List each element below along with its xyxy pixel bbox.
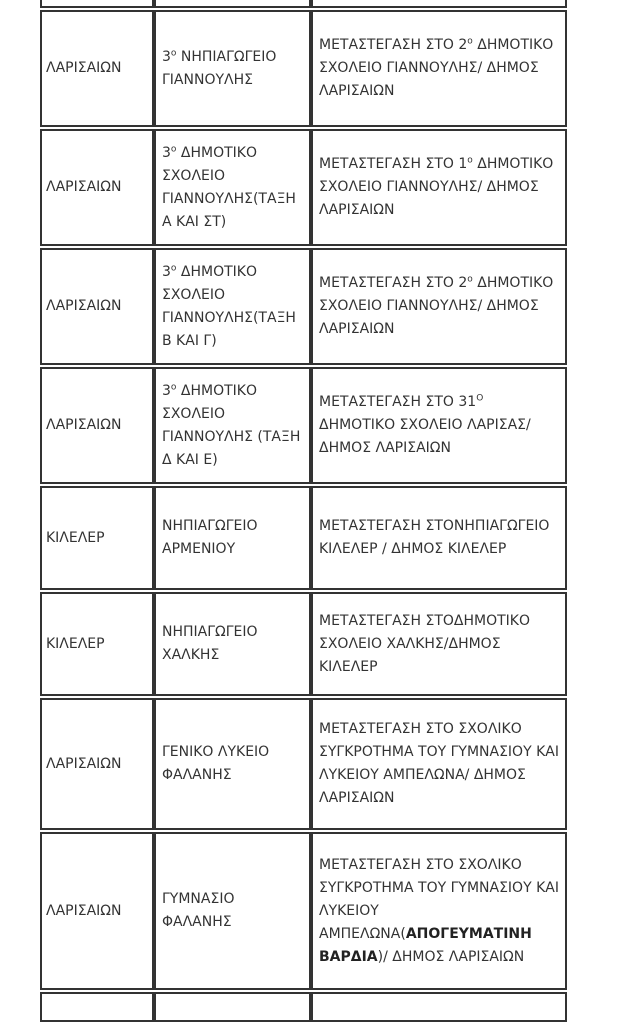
ordinal-mark: ο (467, 155, 473, 166)
ordinal-mark: ο (467, 274, 473, 285)
school-cell (154, 248, 311, 365)
school-name: ΝΗΠΙΑΓΩΓΕΙΟ ΓΙΑΝΝΟΥΛΗΣ (162, 48, 277, 88)
relocation-suffix: ΔΗΜΟΤΙΚΟ ΣΧΟΛΕΙΟ ΓΙΑΝΝΟΥΛΗΣ/ ΔΗΜΟΣ ΛΑΡΙΣΑΙΩΝ (319, 37, 554, 99)
school-number: 3 (162, 144, 171, 161)
relocation-cell (311, 0, 567, 8)
school-number: 3 (162, 263, 171, 280)
municipality-cell: ΚΙΛΕΛΕΡ (40, 592, 154, 696)
ordinal-mark: ο (170, 381, 177, 392)
school-number: 3 (162, 48, 171, 65)
ordinal-mark: ο (170, 262, 177, 273)
relocation-prefix: ΜΕΤΑΣΤΕΓΑΣΗ ΣΤΟ 31 (319, 394, 477, 410)
table-row (40, 0, 567, 8)
school-number: 3 (162, 382, 171, 399)
relocation-cell (311, 367, 567, 484)
relocation-prefix: ΜΕΤΑΣΤΕΓΑΣΗ ΣΤΟ 2 (319, 275, 468, 291)
relocation-cell (311, 10, 567, 127)
municipality-cell: ΛΑΡΙΣΑΙΩΝ (40, 248, 154, 365)
school-cell (154, 992, 311, 1022)
relocation-suffix: ΔΗΜΟΤΙΚΟ ΣΧΟΛΕΙΟ ΓΙΑΝΝΟΥΛΗΣ/ ΔΗΜΟΣ ΛΑΡΙΣΑΙΩΝ (319, 156, 554, 218)
relocation-cell: ΜΕΤΑΣΤΕΓΑΣΗ ΣΤΟ ΣΧΟΛΙΚΟ ΣΥΓΚΡΟΤΗΜΑ ΤΟΥ ΓΥΜΝΑΣΙΟΥ ΚΑΙ ΛΥΚΕΙΟΥ ΑΜΠΕΛΩΝΑ/ ΔΗΜΟΣ ΛΑΡΙΣΑΙΩΝ (311, 698, 567, 830)
relocation-prefix: ΜΕΤΑΣΤΕΓΑΣΗ ΣΤΟ 2 (319, 37, 468, 53)
relocation-cell (311, 129, 567, 246)
relocation-prefix: ΜΕΤΑΣΤΕΓΑΣΗ ΣΤΟ ΣΧΟΛΙΚΟ ΣΥΓΚΡΟΤΗΜΑ ΤΟΥ ΓΥΜΝΑΣΙΟΥ ΚΑΙ ΛΥΚΕΙΟΥ ΑΜΠΕΛΩΝΑ( (319, 856, 559, 942)
relocation-shift-bold: ΑΠΟΓΕΥΜΑΤΙΝΗ ΒΑΡΔΙΑ (319, 925, 532, 965)
school-cell (154, 0, 311, 8)
school-name: ΔΗΜΟΤΙΚΟ ΣΧΟΛΕΙΟ ΓΙΑΝΝΟΥΛΗΣ (ΤΑΞΗ Δ ΚΑΙ Ε) (162, 382, 301, 468)
relocation-cell: ΜΕΤΑΣΤΕΓΑΣΗ ΣΤΟΔΗΜΟΤΙΚΟ ΣΧΟΛΕΙΟ ΧΑΛΚΗΣ/ΔΗΜΟΣ ΚΙΛΕΛΕΡ (311, 592, 567, 696)
relocation-table-wrapper (40, 0, 567, 1022)
school-name: ΔΗΜΟΤΙΚΟ ΣΧΟΛΕΙΟ ΓΙΑΝΝΟΥΛΗΣ(ΤΑΞΗ Α ΚΑΙ ΣΤ) (162, 144, 296, 230)
table-row (40, 367, 567, 484)
relocation-cell (311, 832, 567, 990)
school-cell: ΝΗΠΙΑΓΩΓΕΙΟ ΧΑΛΚΗΣ (154, 592, 311, 696)
ordinal-mark: ο (170, 47, 177, 58)
municipality-cell: ΛΑΡΙΣΑΙΩΝ (40, 832, 154, 990)
table-row (40, 592, 567, 696)
table-row (40, 10, 567, 127)
table-row (40, 832, 567, 990)
municipality-cell: ΛΑΡΙΣΑΙΩΝ (40, 129, 154, 246)
municipality-cell: ΚΙΛΕΛΕΡ (40, 486, 154, 590)
municipality-cell: ΛΑΡΙΣΑΙΩΝ (40, 698, 154, 830)
relocation-cell: ΜΕΤΑΣΤΕΓΑΣΗ ΣΤΟΝΗΠΙΑΓΩΓΕΙΟ ΚΙΛΕΛΕΡ / ΔΗΜΟΣ ΚΙΛΕΛΕΡ (311, 486, 567, 590)
relocation-cell (311, 992, 567, 1022)
school-cell: ΓΕΝΙΚΟ ΛΥΚΕΙΟ ΦΑΛΑΝΗΣ (154, 698, 311, 830)
school-cell (154, 129, 311, 246)
table-row (40, 698, 567, 830)
school-cell (154, 10, 311, 127)
relocation-suffix: )/ ΔΗΜΟΣ ΛΑΡΙΣΑΙΩΝ (377, 948, 525, 965)
table-row (40, 129, 567, 246)
table-row (40, 486, 567, 590)
municipality-cell (40, 992, 154, 1022)
municipality-cell: ΛΑΡΙΣΑΙΩΝ (40, 367, 154, 484)
relocation-prefix: ΜΕΤΑΣΤΕΓΑΣΗ ΣΤΟ 1 (319, 156, 468, 172)
municipality-cell (40, 0, 154, 8)
relocation-cell (311, 248, 567, 365)
ordinal-mark: Ο (476, 393, 484, 404)
relocation-suffix: ΔΗΜΟΤΙΚΟ ΣΧΟΛΕΙΟ ΛΑΡΙΣΑΣ/ ΔΗΜΟΣ ΛΑΡΙΣΑΙΩΝ (319, 417, 531, 456)
ordinal-mark: ο (467, 36, 473, 47)
relocation-suffix: ΔΗΜΟΤΙΚΟ ΣΧΟΛΕΙΟ ΓΙΑΝΝΟΥΛΗΣ/ ΔΗΜΟΣ ΛΑΡΙΣΑΙΩΝ (319, 275, 554, 337)
table-row (40, 992, 567, 1022)
school-cell: ΝΗΠΙΑΓΩΓΕΙΟ ΑΡΜΕΝΙΟΥ (154, 486, 311, 590)
ordinal-mark: ο (170, 143, 177, 154)
relocation-table (40, 0, 567, 1022)
table-row (40, 248, 567, 365)
school-cell (154, 367, 311, 484)
school-cell: ΓΥΜΝΑΣΙΟ ΦΑΛΑΝΗΣ (154, 832, 311, 990)
municipality-cell: ΛΑΡΙΣΑΙΩΝ (40, 10, 154, 127)
school-name: ΔΗΜΟΤΙΚΟ ΣΧΟΛΕΙΟ ΓΙΑΝΝΟΥΛΗΣ(ΤΑΞΗ Β ΚΑΙ Γ) (162, 263, 296, 349)
